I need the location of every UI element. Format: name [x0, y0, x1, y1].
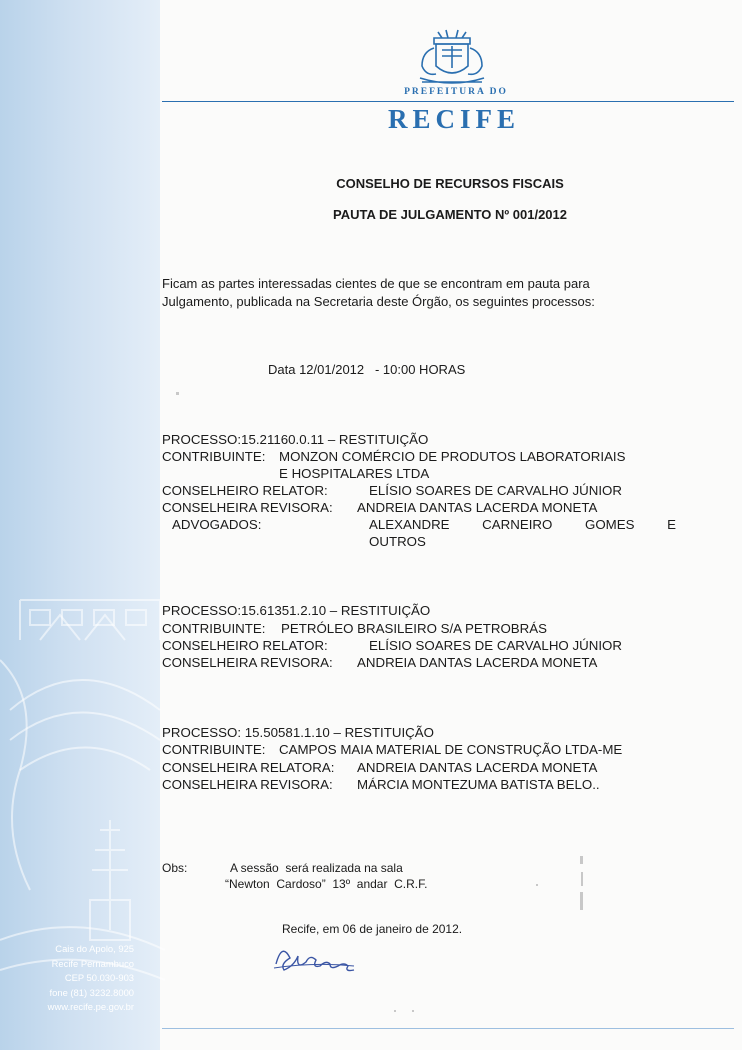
- intro-line: Ficam as partes interessadas cientes de que se encontram em pauta para: [162, 276, 590, 291]
- advogados-names-cont: OUTROS: [369, 534, 426, 549]
- obs-text-cont: “Newton Cardoso” 13º andar C.R.F.: [225, 877, 428, 891]
- revisora-label: CONSELHEIRA REVISORA:: [162, 777, 333, 792]
- scan-speck: [580, 892, 583, 910]
- scan-speck: [536, 884, 538, 886]
- revisora-name: MÁRCIA MONTEZUMA BATISTA BELO..: [357, 777, 600, 792]
- contribuinte-name: CAMPOS MAIA MATERIAL DE CONSTRUÇÃO LTDA-ME: [279, 742, 623, 757]
- website-link[interactable]: www.recife.pe.gov.br: [47, 1001, 134, 1013]
- relator-label: CONSELHEIRA RELATORA:: [162, 760, 335, 775]
- place-date: Recife, em 06 de janeiro de 2012.: [282, 922, 463, 936]
- obs-label: Obs:: [162, 861, 188, 875]
- intro-paragraph: [162, 275, 722, 311]
- advogados-names: ALEXANDRE CARNEIRO GOMES E: [369, 517, 676, 532]
- revisora-label: CONSELHEIRA REVISORA:: [162, 655, 333, 670]
- contribuinte-name: MONZON COMÉRCIO DE PRODUTOS LABORATORIAIS: [279, 449, 626, 464]
- intro-line: Julgamento, publicada na Secretaria deste Órgão, os seguintes processos:: [162, 294, 595, 309]
- contribuinte-label: CONTRIBUINTE:: [162, 621, 266, 636]
- relator-name: ELÍSIO SOARES DE CARVALHO JÚNIOR: [369, 483, 622, 498]
- scan-speck: [176, 392, 179, 395]
- contribuinte-name: PETRÓLEO BRASILEIRO S/A PETROBRÁS: [281, 621, 548, 636]
- brand-name: RECIFE: [387, 104, 520, 134]
- relator-name: ELÍSIO SOARES DE CARVALHO JÚNIOR: [369, 638, 622, 653]
- session-date: Data 12/01/2012 - 10:00 HORAS: [268, 362, 466, 377]
- scan-speck: [581, 872, 583, 886]
- relator-label: CONSELHEIRO RELATOR:: [162, 483, 328, 498]
- handwritten-signature-icon: [270, 938, 370, 978]
- contribuinte-label: CONTRIBUINTE:: [162, 449, 266, 464]
- contribuinte-label: CONTRIBUINTE:: [162, 742, 266, 757]
- scan-speck: [580, 856, 583, 864]
- process-number: PROCESSO:15.21160.0.11 – RESTITUIÇÃO: [162, 432, 429, 447]
- revisora-label: CONSELHEIRA REVISORA:: [162, 500, 333, 515]
- revisora-name: ANDREIA DANTAS LACERDA MONETA: [357, 655, 598, 670]
- brand-prefix: PREFEITURA DO: [404, 87, 508, 97]
- process-number: PROCESSO:15.61351.2.10 – RESTITUIÇÃO: [162, 603, 431, 618]
- city-line: Recife Pernambuco: [51, 957, 134, 969]
- header-divider: [162, 101, 734, 102]
- revisora-name: ANDREIA DANTAS LACERDA MONETA: [357, 500, 598, 515]
- contact-info: [10, 942, 134, 1015]
- process-number: PROCESSO: 15.50581.1.10 – RESTITUIÇÃO: [162, 725, 434, 740]
- advogados-label: ADVOGADOS:: [172, 517, 262, 532]
- scan-speck: [412, 1010, 414, 1012]
- relator-name: ANDREIA DANTAS LACERDA MONETA: [357, 760, 598, 775]
- obs-text: A sessão será realizada na sala: [230, 861, 403, 875]
- contribuinte-name-cont: E HOSPITALARES LTDA: [279, 466, 430, 481]
- page-subtitle: PAUTA DE JULGAMENTO Nº 001/2012: [333, 207, 567, 222]
- relator-label: CONSELHEIRO RELATOR:: [162, 638, 328, 653]
- footer-divider: [162, 1028, 734, 1029]
- phone-line: fone (81) 3232.8000: [49, 986, 134, 998]
- page-title: CONSELHO DE RECURSOS FISCAIS: [336, 176, 564, 191]
- address-line: Cais do Apolo, 925: [55, 943, 134, 954]
- scan-speck: [394, 1010, 396, 1012]
- coat-of-arms-icon: [412, 28, 492, 86]
- cep-line: CEP 50.030-903: [64, 972, 134, 984]
- letterhead-sidebar: [0, 0, 160, 1050]
